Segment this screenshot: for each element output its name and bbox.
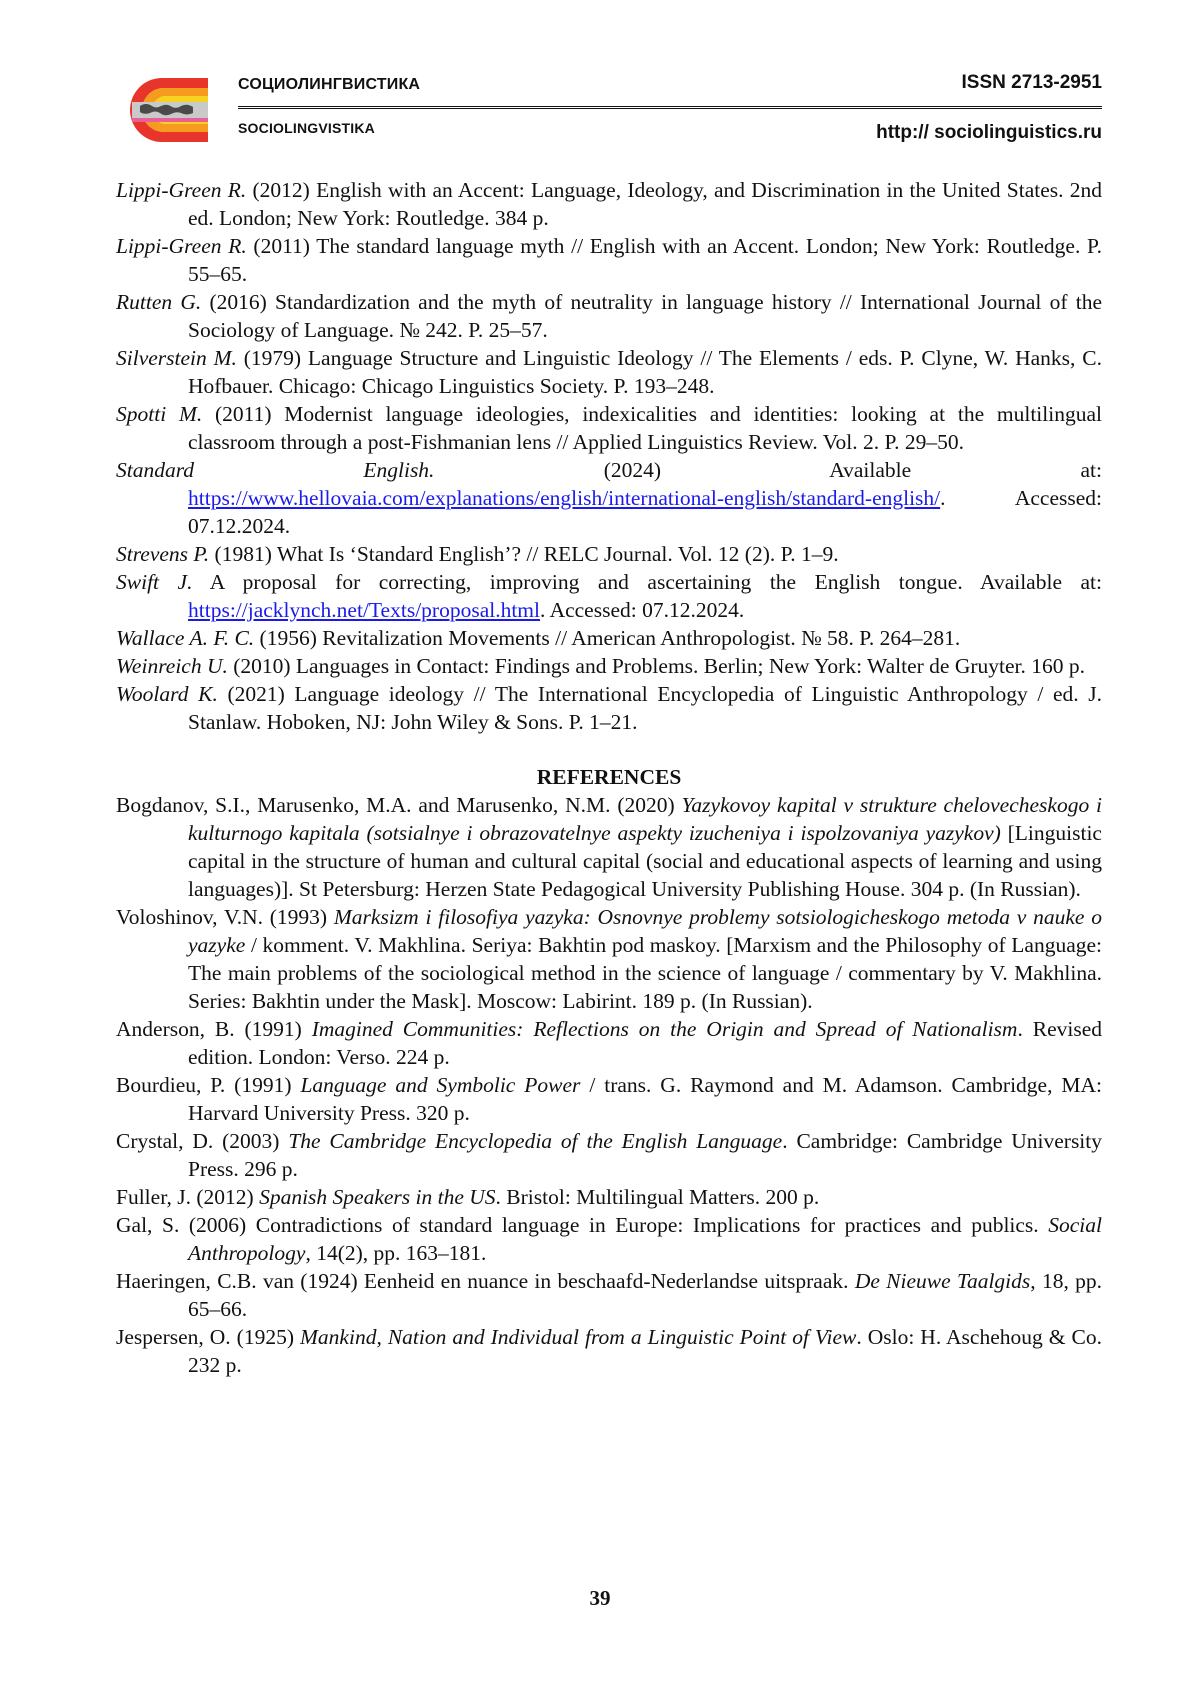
journal-logo-icon [112, 74, 212, 146]
page-number: 39 [589, 1586, 611, 1610]
reference-item: Swift J. A proposal for correcting, improving and ascertaining the English tongue. Available at: https://jacklynch.net/Texts/proposal.html. Accessed: 07.12.2024. [116, 570, 1102, 622]
reference-item: Lippi-Green R. (2011) The standard language myth // English with an Accent. London; New York: Routledge. P. 55–65. [116, 234, 1102, 286]
reference-item-continuation: https://www.hellovaia.com/explanations/english/international-english/standard-english/. Accessed: 07.12.2024. [188, 486, 1102, 538]
reference-item: Rutten G. (2016) Standardization and the myth of neutrality in language history // International Journal of the Sociology of Language. № 242. P. 25–57. [116, 290, 1102, 342]
reference-item: Fuller, J. (2012) Spanish Speakers in the US. Bristol: Multilingual Matters. 200 p. [116, 1185, 820, 1209]
reference-item: Silverstein M. (1979) Language Structure and Linguistic Ideology // The Elements / eds. P. Clyne, W. Hanks, C. Hofbauer. Chicago: Chicago Linguistics Society. P. 193–248. [116, 346, 1102, 398]
reference-item: Wallace A. F. C. (1956) Revitalization Movements // American Anthropologist. № 58. P. 264–281. [116, 626, 961, 650]
reference-item: Strevens P. (1981) What Is ‘Standard English’? // RELC Journal. Vol. 12 (2). P. 1–9. [116, 542, 839, 566]
website-link[interactable]: http:// sociolinguistics.ru [876, 122, 1102, 143]
references-heading: REFERENCES [536, 765, 682, 789]
reference-item: Haeringen, C.B. van (1924) Eenheid en nuance in beschaafd-Nederlandse uitspraak. De Nieuwe Taalgids, 18, pp. 65–66. [116, 1269, 1103, 1321]
reference-item: Jespersen, O. (1925) Mankind, Nation and Individual from a Linguistic Point of View. Oslo: H. Aschehoug & Co. 232 p. [116, 1325, 1102, 1377]
reference-item: Bourdieu, P. (1991) Language and Symbolic Power / trans. G. Raymond and M. Adamson. Cambridge, MA: Harvard University Press. 320 p. [116, 1073, 1103, 1125]
reference-item: Voloshinov, V.N. (1993) Marksizm i filosofiya yazyka: Osnovnye problemy sotsiologicheskogo metoda v nauke o yazyke / komment. V. Makhlina. Seriya: Bakhtin pod maskoy. [Marxism and the Philosophy of Language: The main problems of the sociological method in the science of language / commentary by V. Makhlina. Series: Bakhtin under the Mask]. Moscow: Labirint. 189 p. (In Russian). [116, 905, 1102, 1013]
reference-item: Gal, S. (2006) Contradictions of standard language in Europe: Implications for practices and publics. Social Anthropology, 14(2), pp. 163–181. [116, 1213, 1102, 1265]
journal-name-ru: СОЦИОЛИНГВИСТИКА [238, 76, 421, 93]
page-header [112, 66, 1102, 156]
issn-label: ISSN 2713-2951 [961, 72, 1102, 93]
main-content [116, 176, 1102, 1379]
reference-list-ru [116, 176, 1102, 736]
reference-item: Weinreich U. (2010) Languages in Contact: Findings and Problems. Berlin; New York: Walter de Gruyter. 160 p. [116, 654, 1086, 678]
reference-list-en [116, 791, 1102, 1379]
reference-item: Bogdanov, S.I., Marusenko, M.A. and Marusenko, N.M. (2020) Yazykovoy kapital v strukture chelovecheskogo i kulturnogo kapitala (sotsialnye i obrazovatelnye aspekty izucheniya i ispolzovaniya yazykov) [Linguistic capital in the structure of human and cultural capital (social and educational aspects of learning and using languages)]. St Petersburg: Herzen State Pedagogical University Publishing House. 304 p. (In Russian). [116, 793, 1102, 901]
reference-item: Anderson, B. (1991) Imagined Communities: Reflections on the Origin and Spread of Nationalism. Revised edition. London: Verso. 224 p. [116, 1017, 1102, 1069]
reference-link[interactable]: https://www.hellovaia.com/explanations/english/international-english/standard-english/ [188, 486, 941, 510]
reference-item: Spotti M. (2011) Modernist language ideologies, indexicalities and identities: looking at the multilingual classroom through a post-Fishmanian lens // Applied Linguistics Review. Vol. 2. P. 29–50. [116, 402, 1102, 454]
reference-item: Woolard K. (2021) Language ideology // The International Encyclopedia of Linguistic Anthropology / ed. J. Stanlaw. Hoboken, NJ: John Wiley & Sons. P. 1–21. [116, 682, 1102, 734]
reference-item: Lippi-Green R. (2012) English with an Accent: Language, Ideology, and Discrimination in the United States. 2nd ed. London; New York: Routledge. 384 p. [116, 178, 1102, 230]
reference-item: Standard English. (2024) Available at: [116, 458, 1102, 482]
reference-link[interactable]: https://jacklynch.net/Texts/proposal.html [188, 598, 540, 622]
reference-item: Crystal, D. (2003) The Cambridge Encyclopedia of the English Language. Cambridge: Cambridge University Press. 296 p. [116, 1129, 1103, 1181]
header-divider [238, 106, 1102, 112]
journal-name-en: SOCIOLINGVISTIKA [238, 120, 375, 136]
